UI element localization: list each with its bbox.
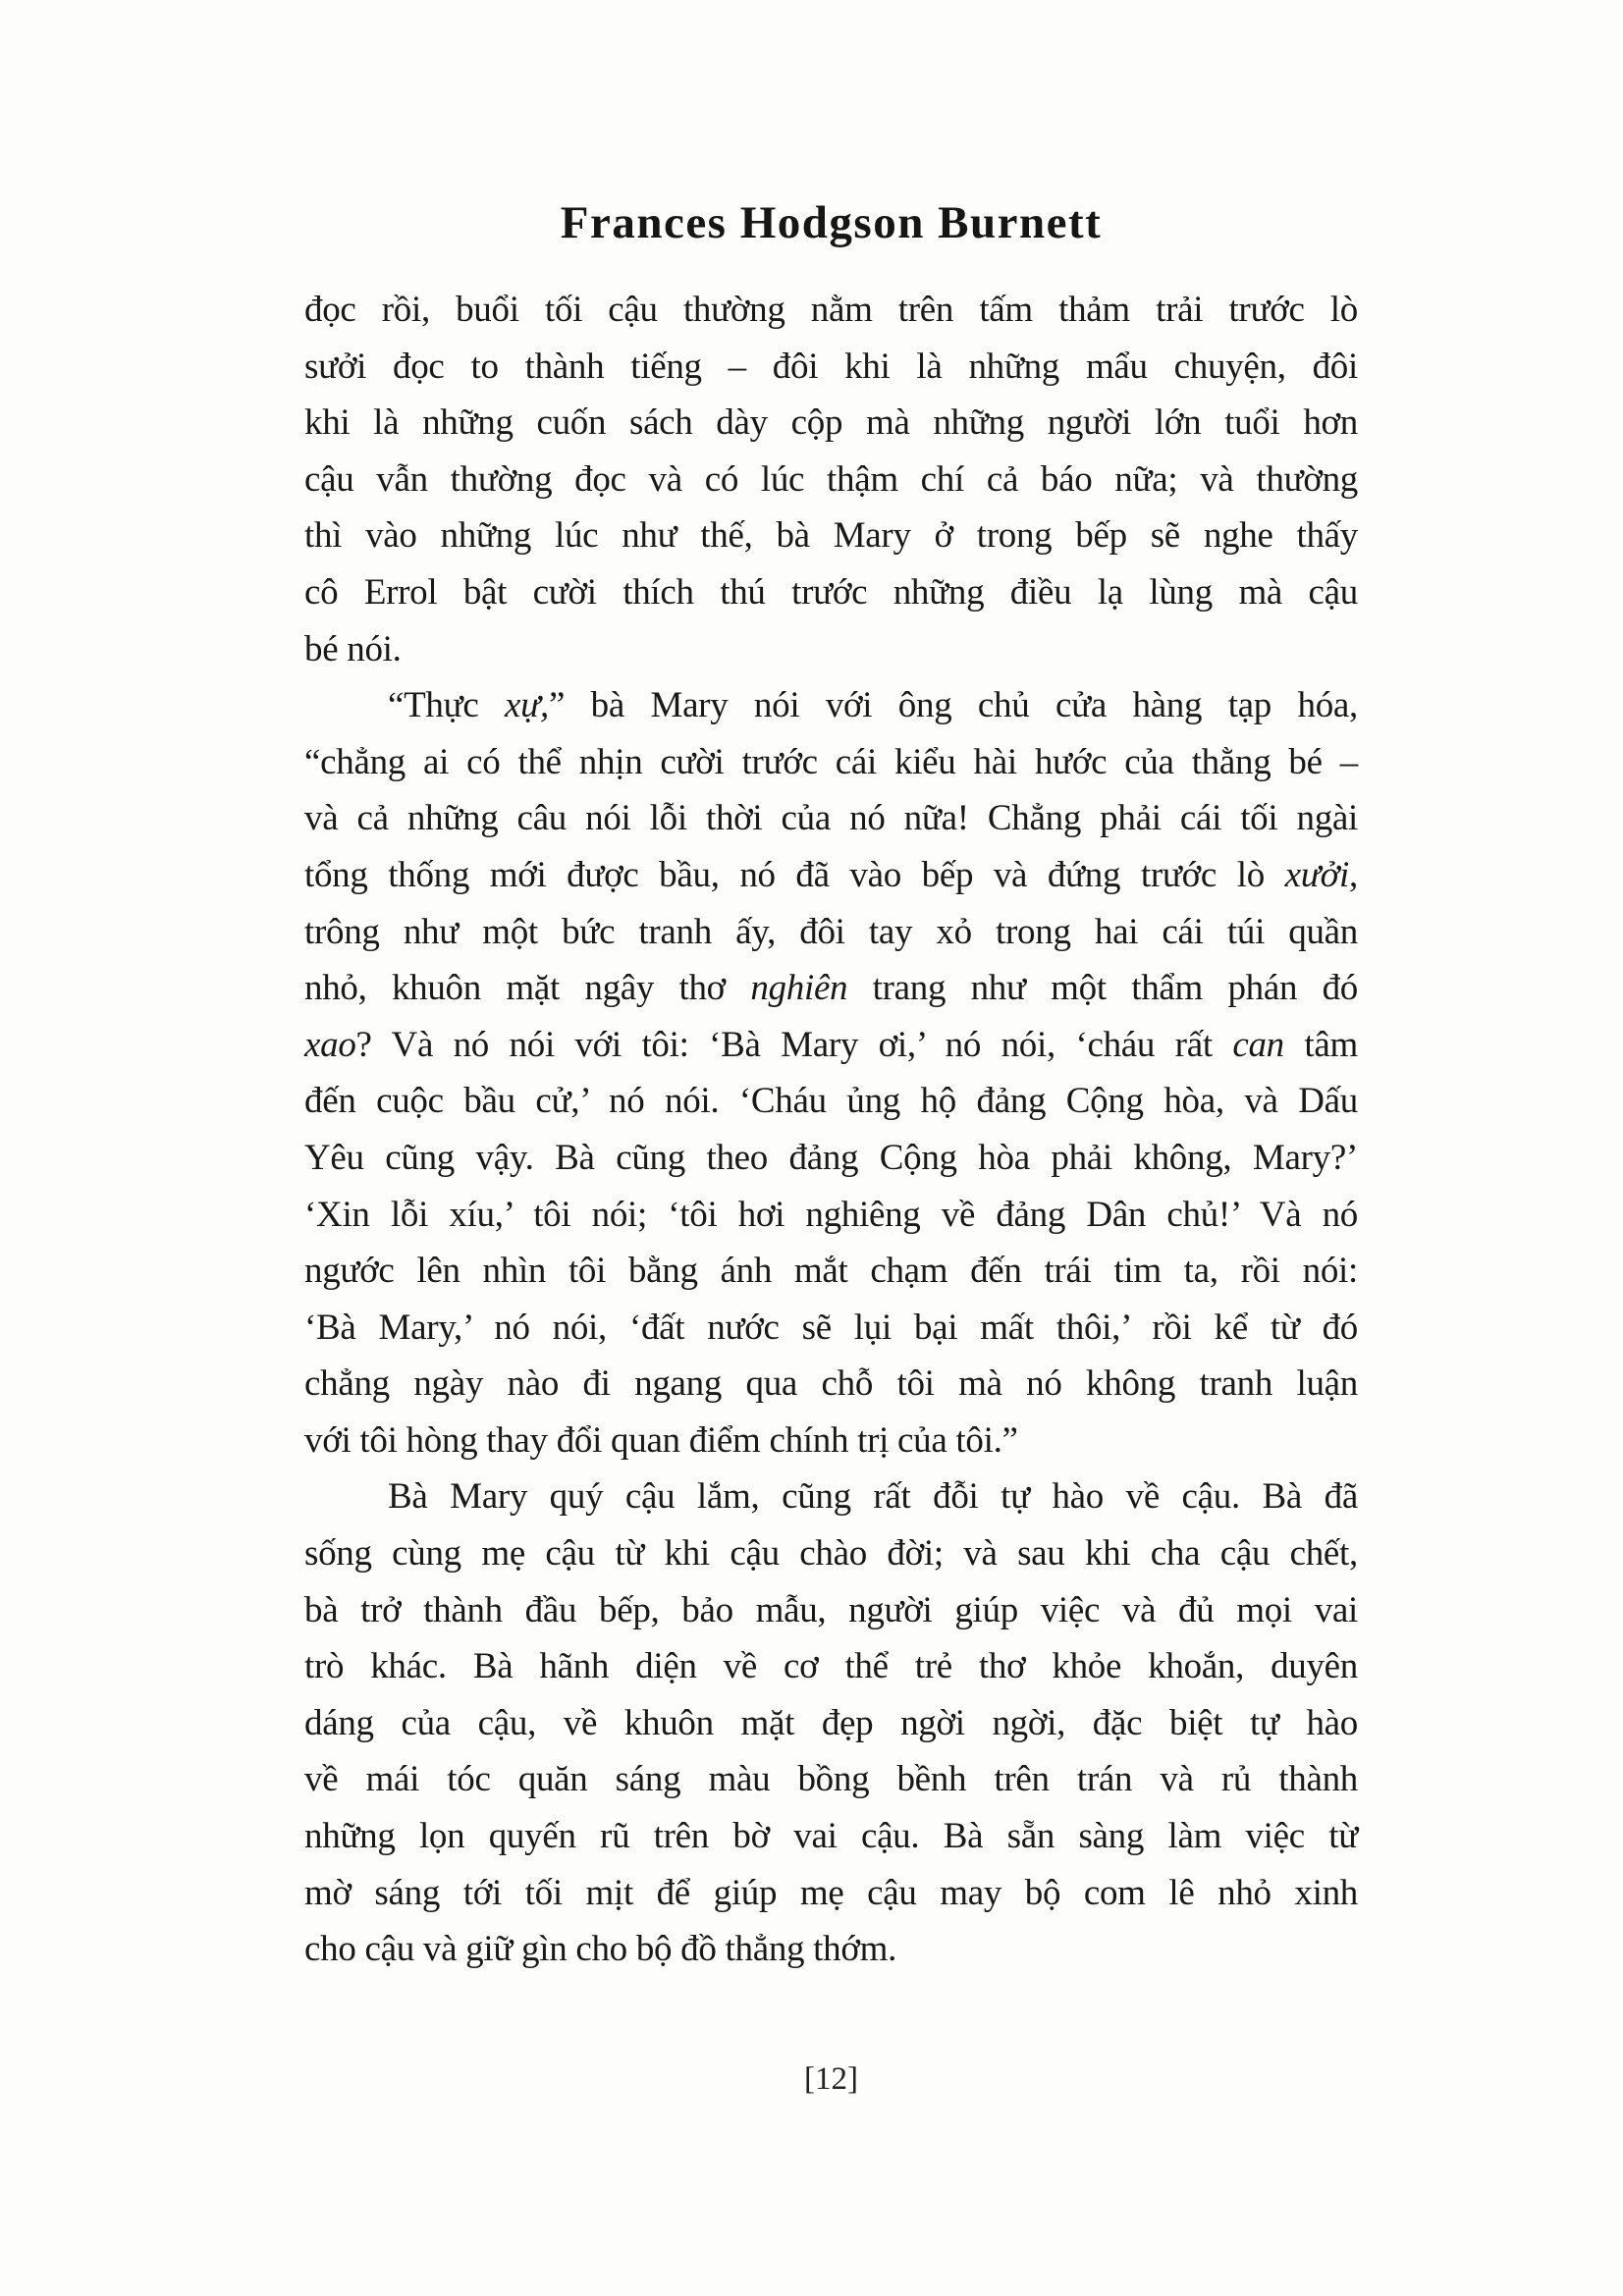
italic-text-segment: xự, (505, 685, 549, 726)
text-line (304, 790, 1358, 847)
text-segment: những lọn quyến rũ trên bờ vai cậu. Bà sẵn sàng làm việc từ (304, 1816, 1358, 1857)
text-segment: bà trở thành đầu bếp, bảo mẫu, người giúp việc và đủ mọi vai (304, 1589, 1358, 1630)
text-line (304, 282, 1358, 339)
text-segment: bé nói. (304, 628, 402, 669)
text-line (304, 1017, 1358, 1074)
text-segment: về mái tóc quăn sáng màu bồng bềnh trên trán và rủ thành (304, 1759, 1358, 1800)
text-line (304, 1356, 1358, 1413)
text-segment: trò khác. Bà hãnh diện về cơ thể trẻ thơ khỏe khoắn, duyên (304, 1646, 1358, 1687)
text-line (304, 339, 1358, 396)
text-segment: đọc rồi, buổi tối cậu thường nằm trên tấm thảm trải trước lò (304, 290, 1358, 330)
text-segment: trông như một bức tranh ấy, đôi tay xỏ trong hai cái túi quần (304, 911, 1358, 952)
text-line (304, 1525, 1358, 1582)
text-line (304, 960, 1358, 1017)
text-line (304, 395, 1358, 452)
text-line (304, 1751, 1358, 1808)
text-segment: đến cuộc bầu cử,’ nó nói. ‘Cháu ủng hộ đảng Cộng hòa, và Dấu (304, 1081, 1358, 1122)
body-text (304, 282, 1358, 1978)
text-segment: “chẳng ai có thể nhịn cười trước cái kiểu hài hước của thằng bé – (304, 741, 1358, 782)
text-line (304, 1808, 1358, 1865)
text-segment: trang như một thẩm phán đó (847, 968, 1358, 1009)
text-segment: ‘Bà Mary,’ nó nói, ‘đất nước sẽ lụi bại mất thôi,’ rồi kể từ đó (304, 1307, 1358, 1348)
text-segment: sống cùng mẹ cậu từ khi cậu chào đời; và sau khi cha cậu chết, (304, 1533, 1358, 1575)
text-line (304, 1865, 1358, 1922)
text-segment: mờ sáng tới tối mịt để giúp mẹ cậu may bộ com lê nhỏ xinh (304, 1872, 1358, 1913)
text-line (304, 1243, 1358, 1300)
text-line (304, 564, 1358, 621)
text-line (304, 507, 1358, 564)
text-line (304, 1187, 1358, 1244)
text-line (304, 1073, 1358, 1130)
text-line (304, 1695, 1358, 1752)
text-segment: cô Errol bật cười thích thú trước những điều lạ lùng mà cậu (304, 571, 1358, 613)
text-segment: dáng của cậu, về khuôn mặt đẹp ngời ngời, đặc biệt tự hào (304, 1702, 1358, 1743)
text-line (304, 452, 1358, 508)
text-segment: cho cậu và giữ gìn cho bộ đồ thẳng thớm. (304, 1929, 897, 1970)
text-line (304, 734, 1358, 791)
italic-text-segment: xao (304, 1024, 356, 1065)
text-segment: tâm (1283, 1024, 1358, 1065)
text-segment: khi là những cuốn sách dày cộp mà những người lớn tuổi hơn (304, 402, 1358, 444)
text-line (304, 1582, 1358, 1639)
text-segment: ” bà Mary nói với ông chủ cửa hàng tạp hóa, (548, 685, 1358, 726)
text-segment: Bà Mary quý cậu lắm, cũng rất đỗi tự hào về cậu. Bà đã (388, 1476, 1358, 1518)
text-line (304, 1921, 1358, 1978)
italic-text-segment: xưởi (1284, 854, 1350, 895)
text-segment: ? Và nó nói với tôi: ‘Bà Mary ơi,’ nó nói, ‘cháu rất (355, 1024, 1233, 1065)
text-segment: “Thực (388, 685, 506, 726)
text-line (304, 677, 1358, 734)
page-header-author: Frances Hodgson Burnett (560, 197, 1103, 248)
text-segment: sưởi đọc to thành tiếng – đôi khi là những mẩu chuyện, đôi (304, 346, 1358, 387)
text-segment: nhỏ, khuôn mặt ngây thơ (304, 968, 751, 1009)
text-line (304, 1638, 1358, 1695)
text-line (304, 1130, 1358, 1187)
text-line (304, 1413, 1358, 1469)
text-segment: chẳng ngày nào đi ngang qua chỗ tôi mà nó không tranh luận (304, 1363, 1358, 1405)
text-line (304, 1300, 1358, 1357)
text-segment: tổng thống mới được bầu, nó đã vào bếp và đứng trước lò (304, 854, 1285, 895)
text-segment: Yêu cũng vậy. Bà cũng theo đảng Cộng hòa phải không, Mary?’ (304, 1137, 1358, 1178)
text-segment: cậu vẫn thường đọc và có lúc thậm chí cả báo nữa; và thường (304, 458, 1358, 500)
text-segment: với tôi hòng thay đổi quan điểm chính trị của tôi.” (304, 1419, 1018, 1461)
italic-text-segment: nghiên (750, 968, 848, 1009)
text-line (304, 1468, 1358, 1525)
text-line (304, 621, 1358, 678)
text-segment: ‘Xin lỗi xíu,’ tôi nói; ‘tôi hơi nghiêng về đảng Dân chủ!’ Và nó (304, 1194, 1358, 1235)
text-segment: và cả những câu nói lỗi thời của nó nữa! Chẳng phải cái tối ngài (304, 798, 1358, 839)
text-segment: thì vào những lúc như thế, bà Mary ở trong bếp sẽ nghe thấy (304, 515, 1358, 557)
page-number: [12] (804, 2061, 858, 2097)
italic-text-segment: can (1232, 1024, 1284, 1065)
text-segment: ngước lên nhìn tôi bằng ánh mắt chạm đến trái tim ta, rồi nói: (304, 1251, 1358, 1292)
text-line (304, 847, 1358, 904)
text-line (304, 904, 1358, 961)
text-segment: , (1349, 854, 1358, 895)
